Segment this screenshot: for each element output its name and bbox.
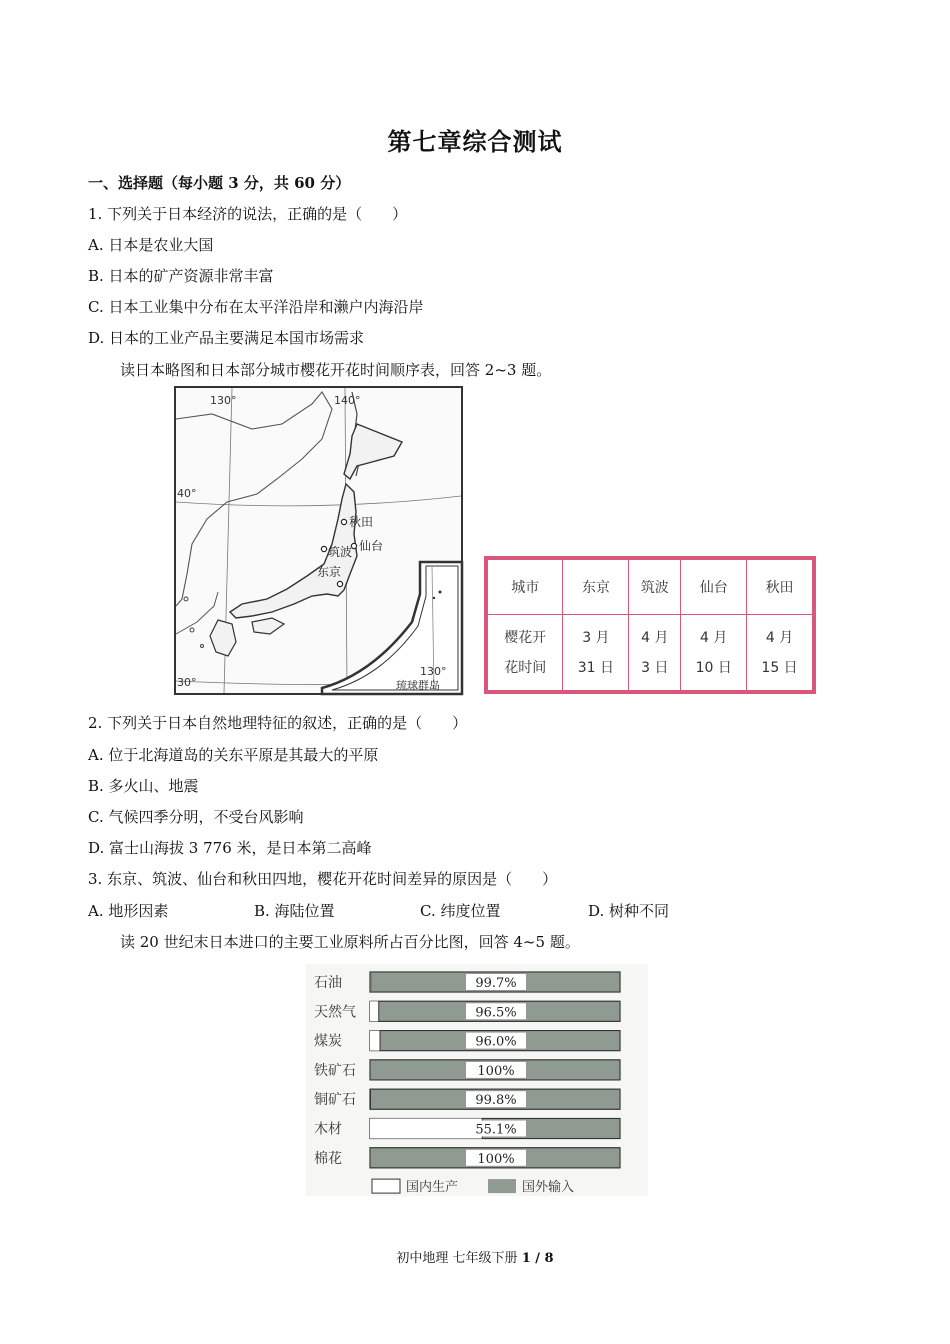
island-dot — [433, 597, 435, 599]
question-2-option-c: C. 气候四季分明，不受台风影响 — [88, 808, 304, 826]
lat-label: 40° — [177, 487, 197, 500]
day: 10 日 — [695, 659, 732, 676]
data-label: 96.5% — [475, 1005, 517, 1021]
lon-label: 130° — [420, 665, 447, 678]
data-label: 100% — [477, 1063, 515, 1079]
bar-domestic — [370, 1119, 482, 1139]
month: 4 月 — [641, 629, 669, 646]
city-marker-sendai — [351, 543, 356, 548]
question-3-option-c: C. 纬度位置 — [420, 902, 501, 920]
question-1-option-c: C. 日本工业集中分布在太平洋沿岸和濑户内海沿岸 — [88, 298, 424, 316]
question-1-option-b: B. 日本的矿产资源非常丰富 — [88, 267, 274, 285]
table-row-label — [488, 615, 563, 691]
category-label: 棉花 — [314, 1150, 342, 1167]
question-3-stem: 3. 东京、筑波、仙台和秋田四地，樱花开花时间差异的原因是（ ） — [88, 870, 558, 888]
legend-swatch-import — [488, 1179, 516, 1193]
month: 4 月 — [700, 629, 728, 646]
category-label: 石油 — [314, 975, 342, 991]
island-dot — [439, 591, 442, 594]
question-1-option-a: A. 日本是农业大国 — [88, 236, 214, 254]
footer-page-number: 1 / 8 — [521, 1251, 554, 1266]
question-2-stem: 2. 下列关于日本自然地理特征的叙述，正确的是（ ） — [88, 714, 468, 732]
month: 4 月 — [765, 629, 794, 646]
bar-domestic — [370, 1001, 379, 1021]
city-marker-akita — [341, 519, 346, 524]
table-header-tokyo: 东京 — [563, 560, 629, 615]
table-header-sendai: 仙台 — [681, 560, 747, 615]
inset-label: 琉球群岛 — [396, 679, 440, 692]
category-label: 木材 — [314, 1121, 342, 1138]
legend-swatch-domestic — [372, 1179, 400, 1193]
row-label-line2: 花时间 — [504, 659, 547, 676]
data-label: 99.7% — [475, 976, 517, 991]
question-3-option-a: A. 地形因素 — [88, 902, 169, 920]
table-header-akita: 秋田 — [747, 560, 813, 615]
day: 31 日 — [577, 659, 614, 676]
city-marker-tokyo — [337, 581, 342, 586]
section-heading: 一、选择题（每小题 3 分，共 60 分） — [88, 174, 351, 192]
question-1-stem: 1. 下列关于日本经济的说法，正确的是（ ） — [88, 205, 408, 223]
question-3-option-b: B. 海陆位置 — [254, 902, 335, 920]
category-label: 煤炭 — [314, 1033, 342, 1050]
import-percentage-chart — [306, 964, 648, 1196]
cherry-blossom-table — [484, 556, 816, 694]
reading-prompt-4-5: 读 20 世纪末日本进口的主要工业原料所占百分比图，回答 4~5 题。 — [120, 933, 580, 951]
question-2-option-d: D. 富士山海拔 3 776 米，是日本第二高峰 — [88, 839, 372, 857]
table-header-city: 城市 — [488, 560, 563, 615]
table-cell-sendai — [681, 615, 747, 691]
data-label: 99.8% — [475, 1093, 517, 1109]
japan-sketch-map — [172, 384, 465, 699]
table-cell-akita — [747, 615, 813, 691]
month: 3 月 — [582, 629, 610, 646]
table-cell-tsukuba — [629, 615, 681, 691]
footer-subject: 初中地理 七年级下册 — [396, 1251, 518, 1266]
question-1-option-d: D. 日本的工业产品主要满足本国市场需求 — [88, 329, 365, 347]
reading-prompt-2-3: 读日本略图和日本部分城市樱花开花时间顺序表，回答 2~3 题。 — [120, 361, 552, 379]
question-2-option-a: A. 位于北海道岛的关东平原是其最大的平原 — [88, 746, 379, 764]
city-marker-tsukuba — [321, 546, 326, 551]
city-label-akita: 秋田 — [349, 515, 374, 529]
data-label: 55.1% — [475, 1122, 517, 1138]
day: 15 日 — [761, 659, 798, 676]
city-label-tokyo: 东京 — [317, 565, 342, 579]
day: 3 日 — [641, 659, 669, 676]
lon-label: 140° — [334, 394, 361, 407]
question-3-option-d: D. 树种不同 — [588, 902, 670, 920]
category-label: 天然气 — [314, 1004, 356, 1021]
city-label-sendai: 仙台 — [359, 539, 384, 553]
question-2-option-b: B. 多火山、地震 — [88, 777, 199, 795]
legend-label-import: 国外输入 — [522, 1180, 575, 1196]
table-cell-tokyo — [563, 615, 629, 691]
category-label: 铜矿石 — [314, 1092, 356, 1109]
table-header-tsukuba: 筑波 — [629, 560, 681, 615]
row-label-line1: 樱花开 — [504, 629, 547, 646]
city-label-tsukuba: 筑波 — [328, 545, 353, 559]
lon-label: 130° — [210, 394, 237, 407]
legend-label-domestic: 国内生产 — [406, 1180, 459, 1196]
data-label: 96.0% — [475, 1034, 517, 1050]
data-label: 100% — [477, 1151, 515, 1167]
category-label: 铁矿石 — [314, 1062, 356, 1079]
page-footer — [0, 1247, 950, 1266]
lat-label: 30° — [177, 676, 197, 689]
page-title: 第七章综合测试 — [387, 127, 563, 156]
bar-domestic — [370, 1031, 380, 1051]
